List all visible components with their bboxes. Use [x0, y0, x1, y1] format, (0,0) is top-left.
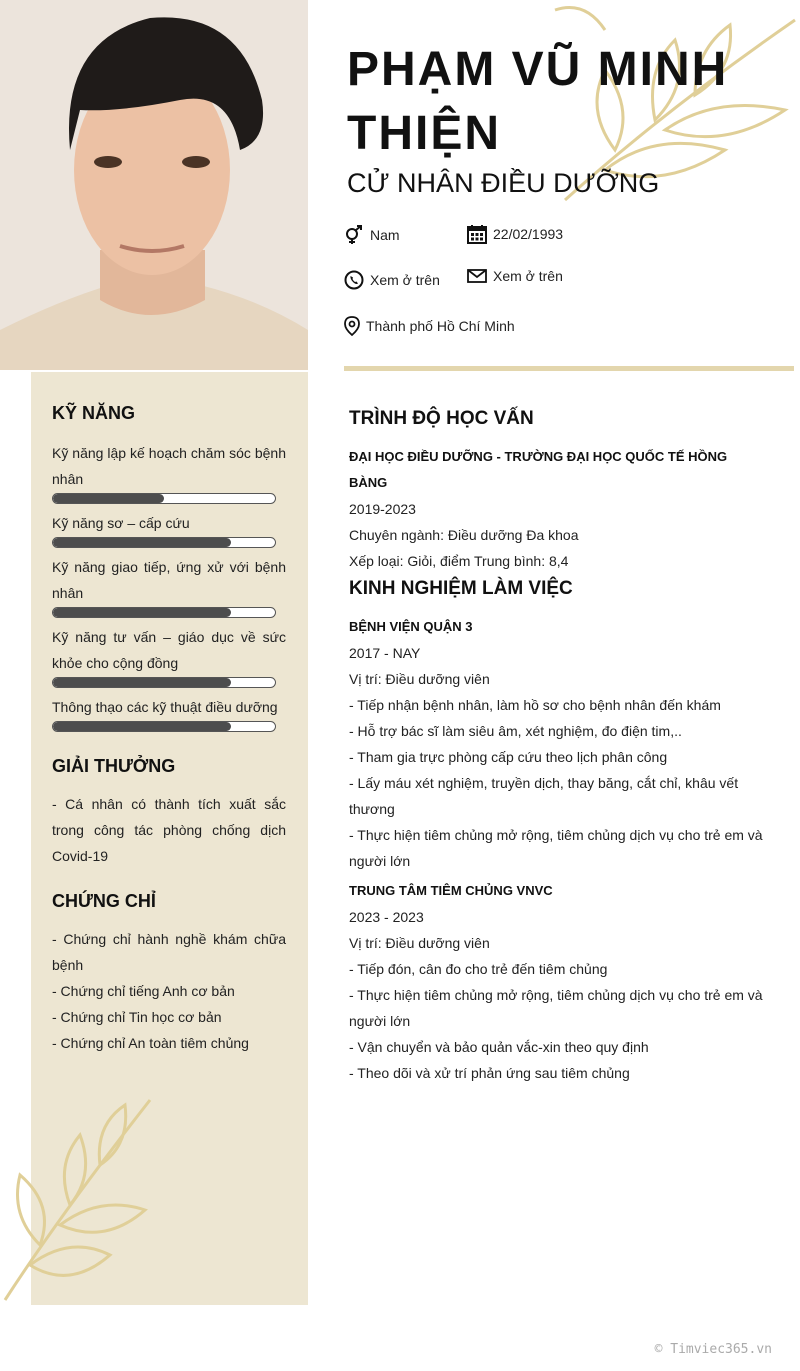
job-task: - Tham gia trực phòng cấp cứu theo lịch phân công — [349, 749, 668, 765]
skill-level-bar — [52, 721, 276, 732]
certificates-section — [52, 891, 286, 1056]
address-info — [344, 316, 515, 336]
phone-value[interactable]: Xem ở trên — [370, 272, 440, 288]
skill-label: Kỹ năng giao tiếp, ứng xử với bệnh nhân — [52, 559, 286, 601]
job-entry — [349, 614, 769, 874]
phone-info — [344, 270, 440, 290]
location-pin-icon — [344, 316, 360, 336]
job-position: Vị trí: Điều dưỡng viên — [349, 935, 490, 951]
job-position: Vị trí: Điều dưỡng viên — [349, 671, 490, 687]
phone-icon — [344, 270, 364, 290]
awards-text: - Cá nhân có thành tích xuất sắc trong công tác phòng chống dịch Covid-19 — [52, 796, 286, 864]
watermark: © Timviec365.vn — [654, 1342, 772, 1357]
jobs-list — [349, 614, 769, 1086]
job-task: - Tiếp đón, cân đo cho trẻ đến tiêm chủng — [349, 961, 608, 977]
job-task: - Lấy máu xét nghiệm, truyền dịch, thay băng, cắt chỉ, khâu vết thương — [349, 775, 739, 817]
email-value[interactable]: Xem ở trên — [493, 268, 563, 284]
skills-section — [52, 403, 286, 738]
job-task: - Tiếp nhận bệnh nhân, làm hồ sơ cho bệnh nhân đến khám — [349, 697, 721, 713]
certificates-heading: CHỨNG CHỈ — [52, 891, 156, 911]
leaf-decoration-bottom — [0, 1095, 160, 1305]
certificate-item: - Chứng chỉ tiếng Anh cơ bản — [52, 983, 235, 999]
school-name: ĐẠI HỌC ĐIỀU DƯỠNG - TRƯỜNG ĐẠI HỌC QUỐC TẾ HỒNG BÀNG — [349, 449, 728, 490]
dob-value: 22/02/1993 — [493, 226, 564, 242]
skill-level-bar — [52, 607, 276, 618]
header-divider — [344, 366, 794, 371]
experience-section — [349, 578, 769, 1086]
skill-level-fill — [53, 538, 231, 547]
job-organization: TRUNG TÂM TIÊM CHỦNG VNVC — [349, 883, 553, 898]
skill-label: Kỹ năng lập kế hoạch chăm sóc bệnh nhân — [52, 445, 286, 487]
skill-level-bar — [52, 677, 276, 688]
email-info — [467, 267, 563, 285]
job-entry — [349, 878, 769, 1086]
skill-level-fill — [53, 678, 231, 687]
education-section — [349, 408, 769, 574]
dob-info — [467, 224, 563, 244]
gender-value: Nam — [370, 227, 400, 243]
job-task: - Thực hiện tiêm chủng mở rộng, tiêm chủng dịch vụ cho trẻ em và người lớn — [349, 987, 763, 1029]
skill-level-fill — [53, 608, 231, 617]
education-grade: Xếp loại: Giỏi, điểm Trung bình: 8,4 — [349, 553, 569, 569]
address-value: Thành phố Hồ Chí Minh — [366, 318, 515, 334]
job-title: CỬ NHÂN ĐIỀU DƯỠNG — [347, 168, 660, 198]
job-task: - Vận chuyển và bảo quản vắc-xin theo quy định — [349, 1039, 649, 1055]
education-period: 2019-2023 — [349, 501, 416, 517]
skill-level-bar — [52, 537, 276, 548]
education-heading: TRÌNH ĐỘ HỌC VẤN — [349, 408, 534, 429]
candidate-name: PHẠM VŨ MINH THIỆN — [347, 43, 729, 160]
skill-level-fill — [53, 494, 164, 503]
job-task: - Thực hiện tiêm chủng mở rộng, tiêm chủng dịch vụ cho trẻ em và người lớn — [349, 827, 763, 869]
skill-level-fill — [53, 722, 231, 731]
gender-icon — [344, 225, 364, 245]
skill-label: Thông thạo các kỹ thuật điều dưỡng — [52, 699, 278, 715]
job-period: 2017 - NAY — [349, 645, 421, 661]
awards-section — [52, 756, 286, 869]
job-organization: BỆNH VIỆN QUẬN 3 — [349, 619, 473, 634]
calendar-icon — [467, 224, 487, 244]
job-task: - Hỗ trợ bác sĩ làm siêu âm, xét nghiệm, đo điện tim,.. — [349, 723, 682, 739]
certificate-item: - Chứng chỉ Tin học cơ bản — [52, 1009, 222, 1025]
skills-list — [52, 440, 286, 732]
skill-label: Kỹ năng tư vấn – giáo dục về sức khỏe cho cộng đồng — [52, 629, 286, 671]
gender-info — [344, 225, 400, 245]
skills-heading: KỸ NĂNG — [52, 403, 136, 423]
job-task: - Theo dõi và xử trí phản ứng sau tiêm chủng — [349, 1065, 630, 1081]
skill-label: Kỹ năng sơ – cấp cứu — [52, 515, 190, 531]
job-period: 2023 - 2023 — [349, 909, 424, 925]
profile-photo — [0, 0, 308, 370]
certificate-item: - Chứng chỉ An toàn tiêm chủng — [52, 1035, 249, 1051]
certificate-item: - Chứng chỉ hành nghề khám chữa bệnh — [52, 931, 286, 973]
mail-icon — [467, 267, 487, 285]
certificates-list — [52, 926, 286, 1056]
experience-heading: KINH NGHIỆM LÀM VIỆC — [349, 578, 573, 599]
skill-level-bar — [52, 493, 276, 504]
education-major: Chuyên ngành: Điều dưỡng Đa khoa — [349, 527, 579, 543]
awards-heading: GIẢI THƯỞNG — [52, 756, 176, 776]
